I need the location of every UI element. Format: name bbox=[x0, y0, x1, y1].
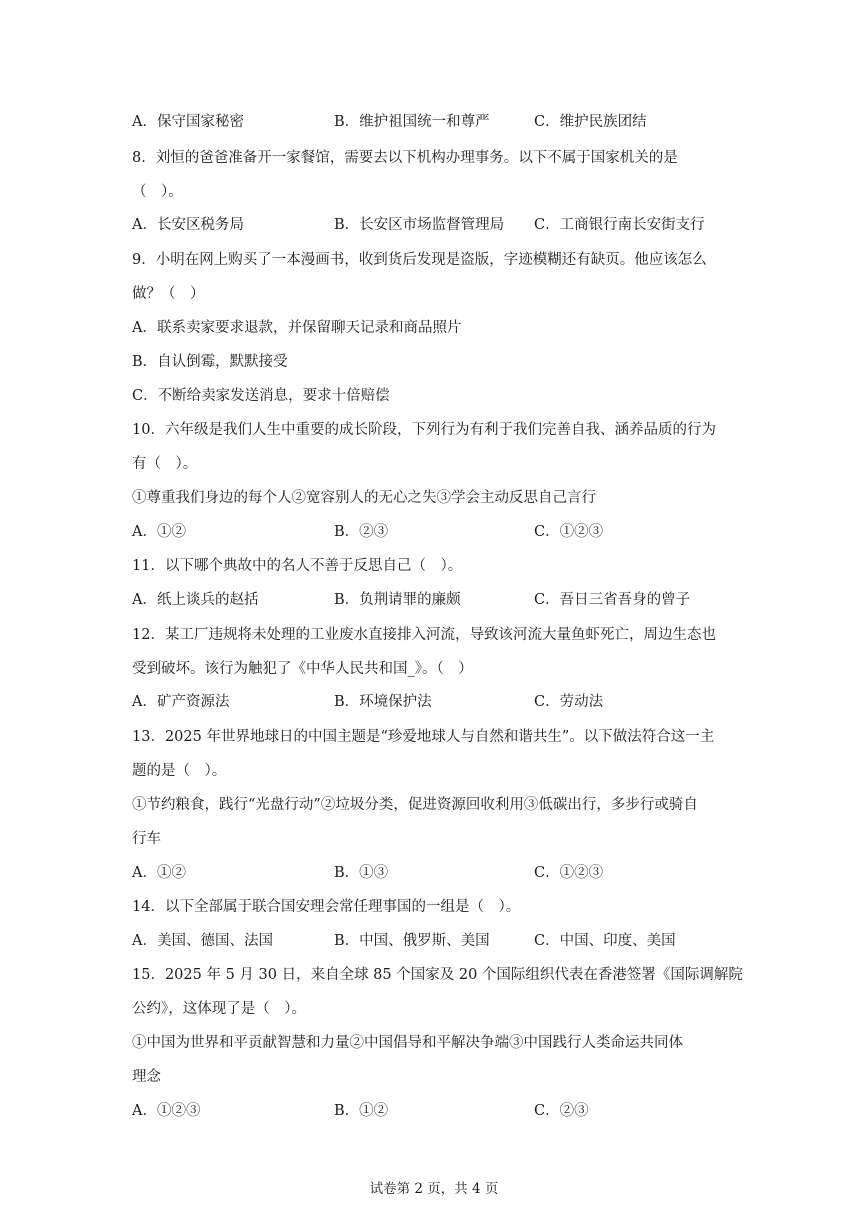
q12-option-a: A．矿产资源法 bbox=[132, 694, 230, 710]
q15-statements-line1: ①中国为世界和平贡献智慧和力量②中国倡导和平解决争端③中国践行人类命运共同体 bbox=[132, 1035, 683, 1051]
q9-option-a: A．联系卖家要求退款，并保留聊天记录和商品照片 bbox=[132, 320, 462, 336]
q15-stem-line1: 15．2025 年 5 月 30 日，来自全球 85 个国家及 20 个国际组织代表在香港签署《国际调解院 bbox=[132, 967, 743, 983]
q12-stem-line1: 12．某工厂违规将未处理的工业废水直接排入河流，导致该河流大量鱼虾死亡，周边生态也 bbox=[132, 627, 716, 643]
q7-option-c: C．维护民族团结 bbox=[534, 114, 647, 130]
q13-option-b: B．①③ bbox=[334, 865, 389, 881]
q8-stem-line1: 8．刘恒的爸爸准备开一家餐馆，需要去以下机构办理事务。以下不属于国家机关的是 bbox=[132, 150, 678, 166]
q10-option-c: C．①②③ bbox=[534, 524, 604, 540]
q11-stem: 11．以下哪个典故中的名人不善于反思自己（ ）。 bbox=[132, 558, 463, 574]
q13-stem-line1: 13．2025 年世界地球日的中国主题是“珍爱地球人与自然和谐共生”。以下做法符合这一主 bbox=[132, 729, 715, 745]
q9-stem-line2: 做？（ ） bbox=[132, 286, 205, 302]
q12-option-b: B．环境保护法 bbox=[334, 694, 432, 710]
q13-stem-line2: 题的是（ ）。 bbox=[132, 763, 227, 779]
q12-option-c: C．劳动法 bbox=[534, 694, 604, 710]
q11-option-b: B．负荆请罪的廉颇 bbox=[334, 592, 461, 608]
q9-stem-line1: 9．小明在网上购买了一本漫画书，收到货后发现是盗版，字迹模糊还有缺页。他应该怎么 bbox=[132, 252, 707, 268]
q8-option-a: A．长安区税务局 bbox=[132, 217, 244, 233]
q8-option-b: B．长安区市场监督管理局 bbox=[334, 217, 505, 233]
q13-statements-line2: 行车 bbox=[132, 831, 161, 847]
q13-option-a: A．①② bbox=[132, 865, 186, 881]
q9-option-b: B．自认倒霉，默默接受 bbox=[132, 354, 288, 370]
q13-option-c: C．①②③ bbox=[534, 865, 604, 881]
q10-stem-line2: 有（ ）。 bbox=[132, 456, 198, 472]
q14-option-a: A．美国、德国、法国 bbox=[132, 933, 273, 949]
q10-option-b: B．②③ bbox=[334, 524, 389, 540]
q7-option-a: A．保守国家秘密 bbox=[132, 114, 244, 130]
q10-stem-line1: 10．六年级是我们人生中重要的成长阶段，下列行为有利于我们完善自我、涵养品质的行为 bbox=[132, 422, 716, 438]
q10-option-a: A．①② bbox=[132, 524, 186, 540]
page-footer: 试卷第 2 页，共 4 页 bbox=[369, 1181, 499, 1197]
q11-option-a: A．纸上谈兵的赵括 bbox=[132, 592, 259, 608]
q7-option-b: B．维护祖国统一和尊严 bbox=[334, 114, 490, 130]
q11-option-c: C．吾日三省吾身的曾子 bbox=[534, 592, 691, 608]
q9-option-c: C．不断给卖家发送消息，要求十倍赔偿 bbox=[132, 388, 390, 404]
q14-option-b: B．中国、俄罗斯、美国 bbox=[334, 933, 490, 949]
q15-option-b: B．①② bbox=[334, 1103, 389, 1119]
q13-statements-line1: ①节约粮食，践行“光盘行动”②垃圾分类，促进资源回收利用③低碳出行，多步行或骑自 bbox=[132, 797, 698, 813]
q15-statements-line2: 理念 bbox=[132, 1069, 161, 1085]
q15-option-c: C．②③ bbox=[534, 1103, 589, 1119]
q15-stem-line2: 公约》，这体现了是（ ）。 bbox=[132, 1001, 306, 1017]
q15-option-a: A．①②③ bbox=[132, 1103, 201, 1119]
q10-statements: ①尊重我们身边的每个人②宽容别人的无心之失③学会主动反思自己言行 bbox=[132, 490, 596, 506]
q14-stem: 14．以下全部属于联合国安理会常任理事国的一组是（ ）。 bbox=[132, 899, 521, 915]
q8-option-c: C．工商银行南长安街支行 bbox=[534, 217, 705, 233]
q12-stem-line2: 受到破坏。该行为触犯了《中华人民共和国_》。（ ） bbox=[132, 661, 473, 677]
q8-stem-line2: （ ）。 bbox=[132, 184, 183, 200]
q14-option-c: C．中国、印度、美国 bbox=[534, 933, 676, 949]
